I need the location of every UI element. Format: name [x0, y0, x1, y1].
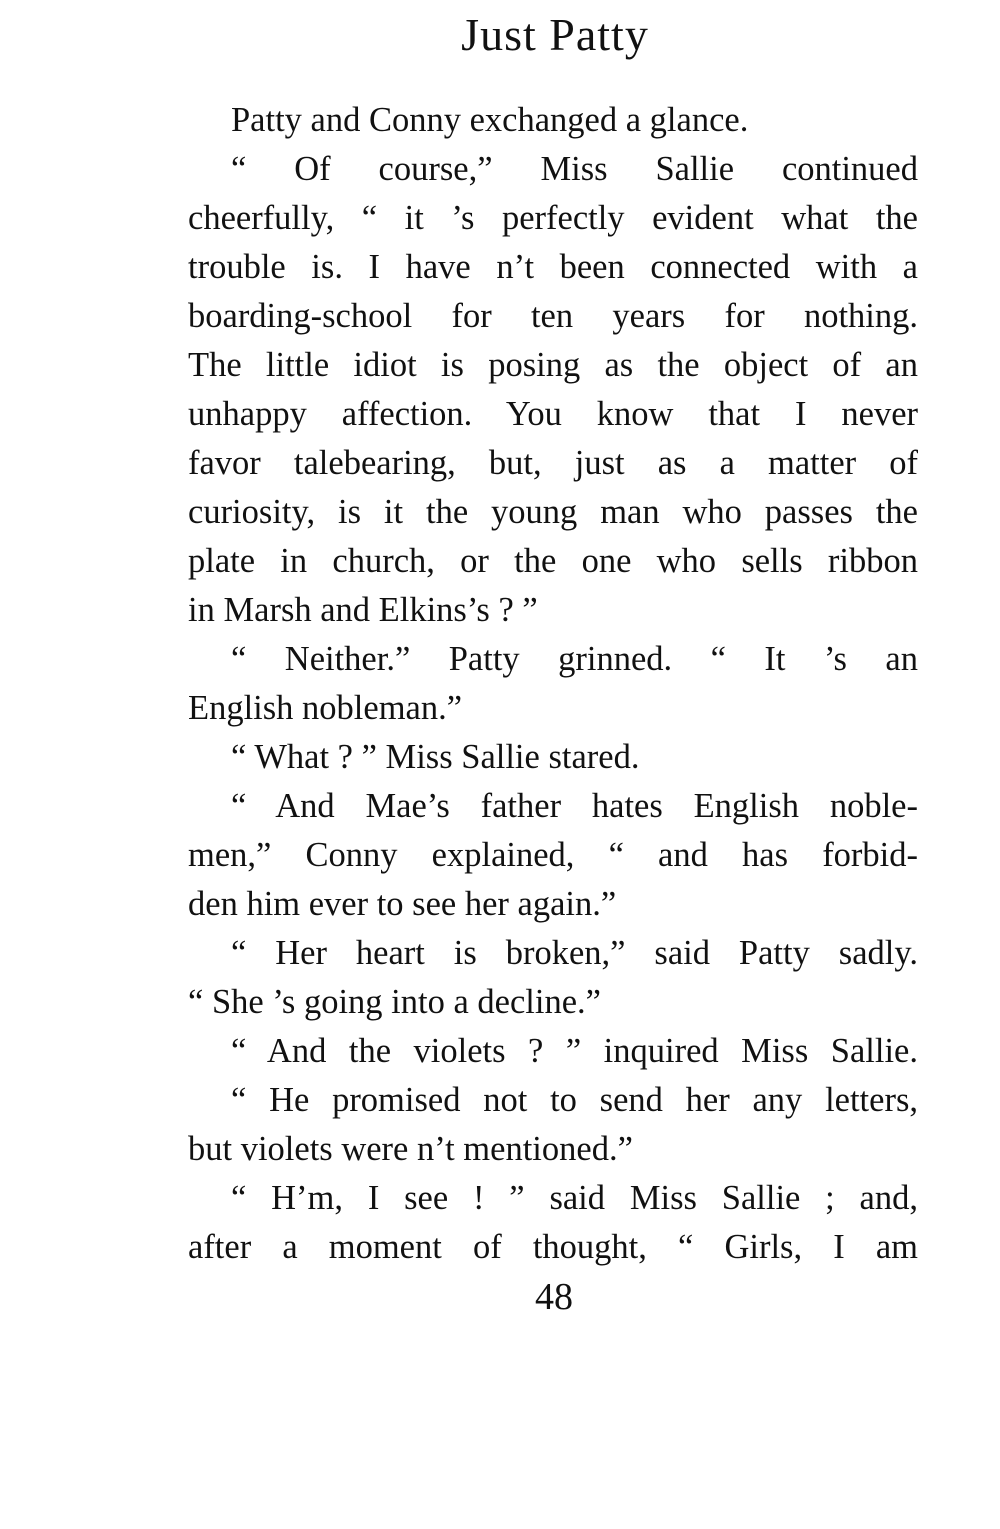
- text-line: Patty and Conny exchanged a glance.: [231, 101, 749, 139]
- page-number: 48: [535, 1276, 573, 1318]
- text-line: “ Neither.” Patty grinned. “ It ’s an: [231, 640, 918, 678]
- text-line: plate in church, or the one who sells ribbon: [188, 542, 918, 580]
- text-line: but violets were n’t mentioned.”: [188, 1130, 633, 1168]
- text-line: trouble is. I have n’t been connected with a: [188, 248, 918, 286]
- text-line: after a moment of thought, “ Girls, I am: [188, 1228, 918, 1266]
- text-line: English nobleman.”: [188, 689, 463, 727]
- text-line: curiosity, is it the young man who passes the: [188, 493, 918, 531]
- text-line: “ Her heart is broken,” said Patty sadly.: [231, 934, 918, 972]
- text-line: cheerfully, “ it ’s perfectly evident what the: [188, 199, 918, 237]
- text-line: in Marsh and Elkins’s ? ”: [188, 591, 538, 629]
- text-line: “ Of course,” Miss Sallie continued: [231, 150, 918, 188]
- text-line: The little idiot is posing as the object of an: [188, 346, 918, 384]
- text-line: “ And the violets ? ” inquired Miss Sallie.: [231, 1032, 918, 1070]
- text-line: “ What ? ” Miss Sallie stared.: [231, 738, 640, 776]
- text-line: “ And Mae’s father hates English noble-: [231, 787, 918, 825]
- text-line: “ H’m, I see ! ” said Miss Sallie ; and,: [231, 1179, 918, 1217]
- text-line: boarding-school for ten years for nothing.: [188, 297, 918, 335]
- text-line: “ She ’s going into a decline.”: [188, 983, 601, 1021]
- text-line: “ He promised not to send her any letters,: [231, 1081, 918, 1119]
- text-line: men,” Conny explained, “ and has forbid-: [188, 836, 918, 874]
- text-line: favor talebearing, but, just as a matter of: [188, 444, 918, 482]
- text-line: unhappy affection. You know that I never: [188, 395, 918, 433]
- text-line: den him ever to see her again.”: [188, 885, 617, 923]
- running-head: Just Patty: [461, 9, 649, 60]
- body-text: [188, 96, 918, 1272]
